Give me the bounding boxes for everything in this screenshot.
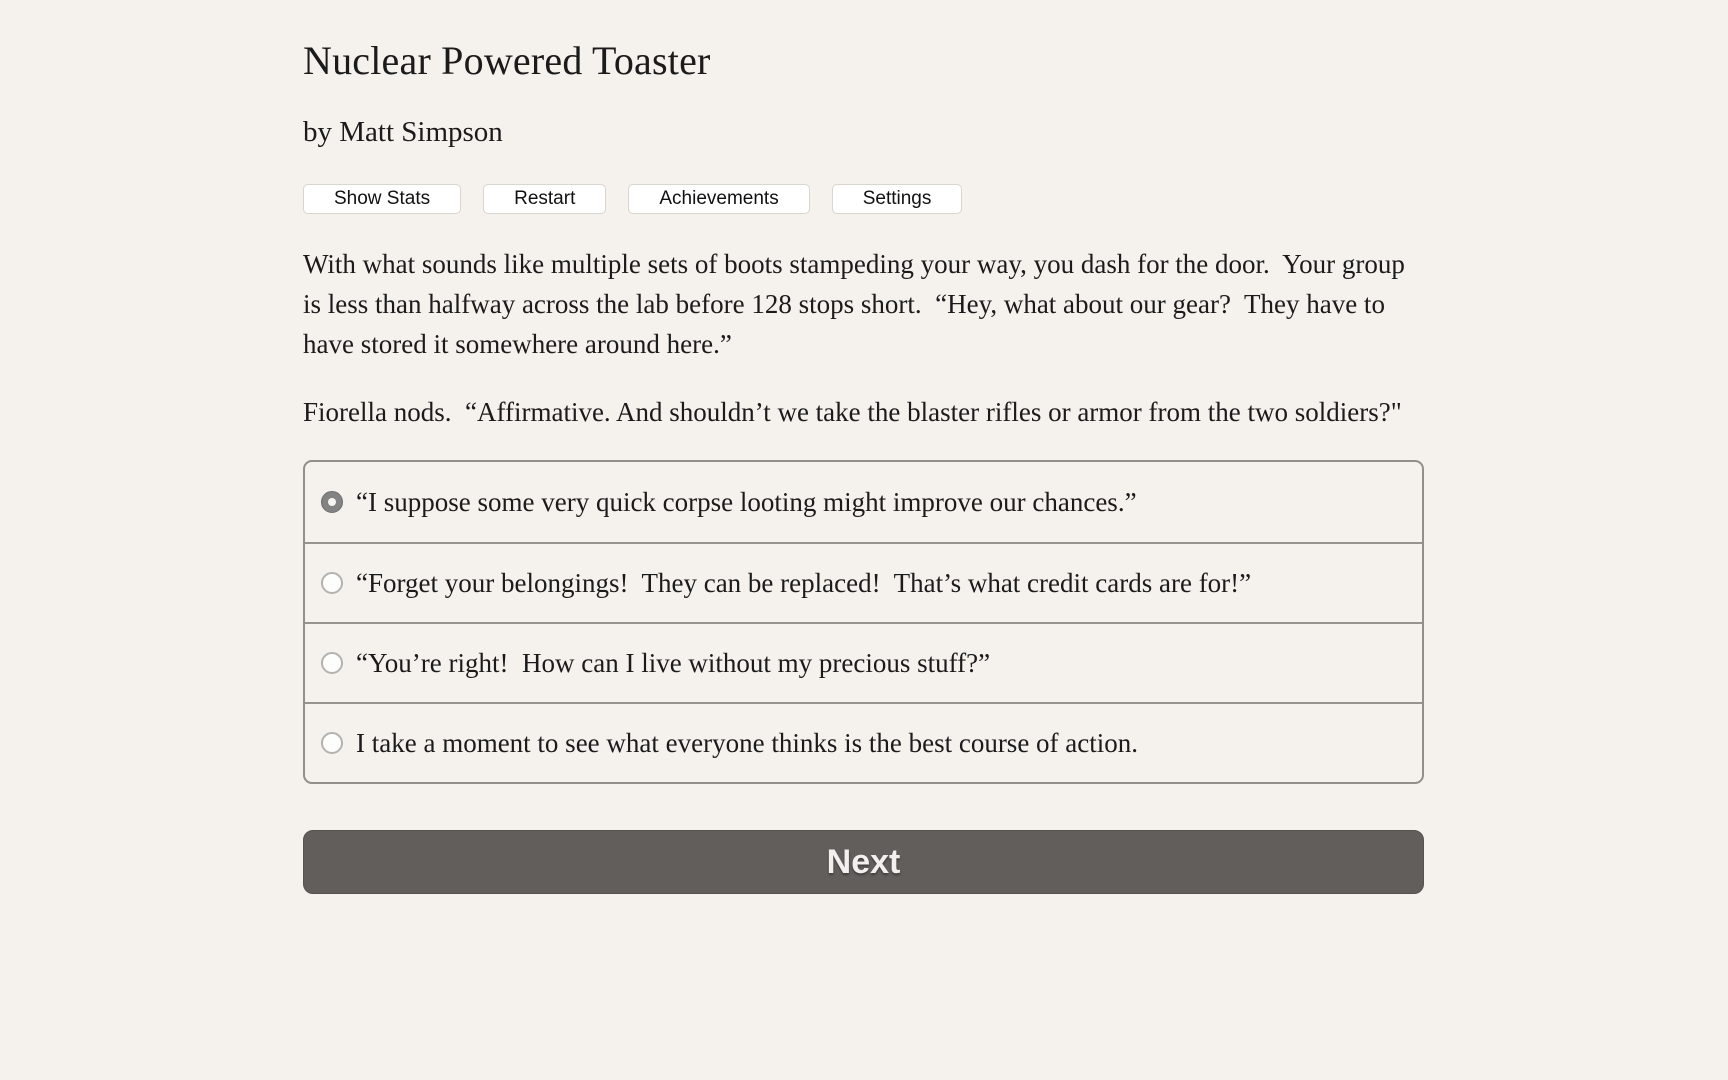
choices-box — [303, 460, 1424, 784]
choice-label: “Forget your belongings! They can be replaced! That’s what credit cards are for!” — [356, 568, 1252, 598]
restart-button[interactable]: Restart — [483, 184, 606, 214]
radio-button-icon[interactable] — [321, 491, 343, 513]
radio-button-icon[interactable] — [321, 652, 343, 674]
game-byline: by Matt Simpson — [303, 116, 503, 148]
choice-option-4[interactable] — [305, 702, 1422, 782]
choice-label: “I suppose some very quick corpse looting might improve our chances.” — [356, 487, 1137, 517]
settings-button[interactable]: Settings — [832, 184, 963, 214]
story-paragraph: Fiorella nods. “Affirmative. And shouldn’t we take the blaster rifles or armor from the two soldiers?" — [303, 397, 1402, 427]
choice-option-1[interactable] — [305, 462, 1422, 542]
game-content — [303, 0, 1424, 894]
radio-button-icon[interactable] — [321, 732, 343, 754]
story-paragraph: With what sounds like multiple sets of boots stampeding your way, you dash for the door. Your group is less than halfway across the lab before 128 stops short. “Hey, what about our gear? They have to have stored it somewhere around here.” — [303, 249, 1412, 359]
achievements-button[interactable]: Achievements — [628, 184, 809, 214]
story-text — [303, 244, 1424, 432]
choice-option-2[interactable] — [305, 542, 1422, 622]
show-stats-button[interactable]: Show Stats — [303, 184, 461, 214]
toolbar — [303, 184, 1424, 214]
choice-label: “You’re right! How can I live without my precious stuff?” — [356, 648, 991, 678]
next-button[interactable]: Next — [303, 830, 1424, 894]
choice-option-3[interactable] — [305, 622, 1422, 702]
game-title: Nuclear Powered Toaster — [303, 38, 711, 83]
choice-label: I take a moment to see what everyone thinks is the best course of action. — [356, 728, 1139, 758]
radio-button-icon[interactable] — [321, 572, 343, 594]
